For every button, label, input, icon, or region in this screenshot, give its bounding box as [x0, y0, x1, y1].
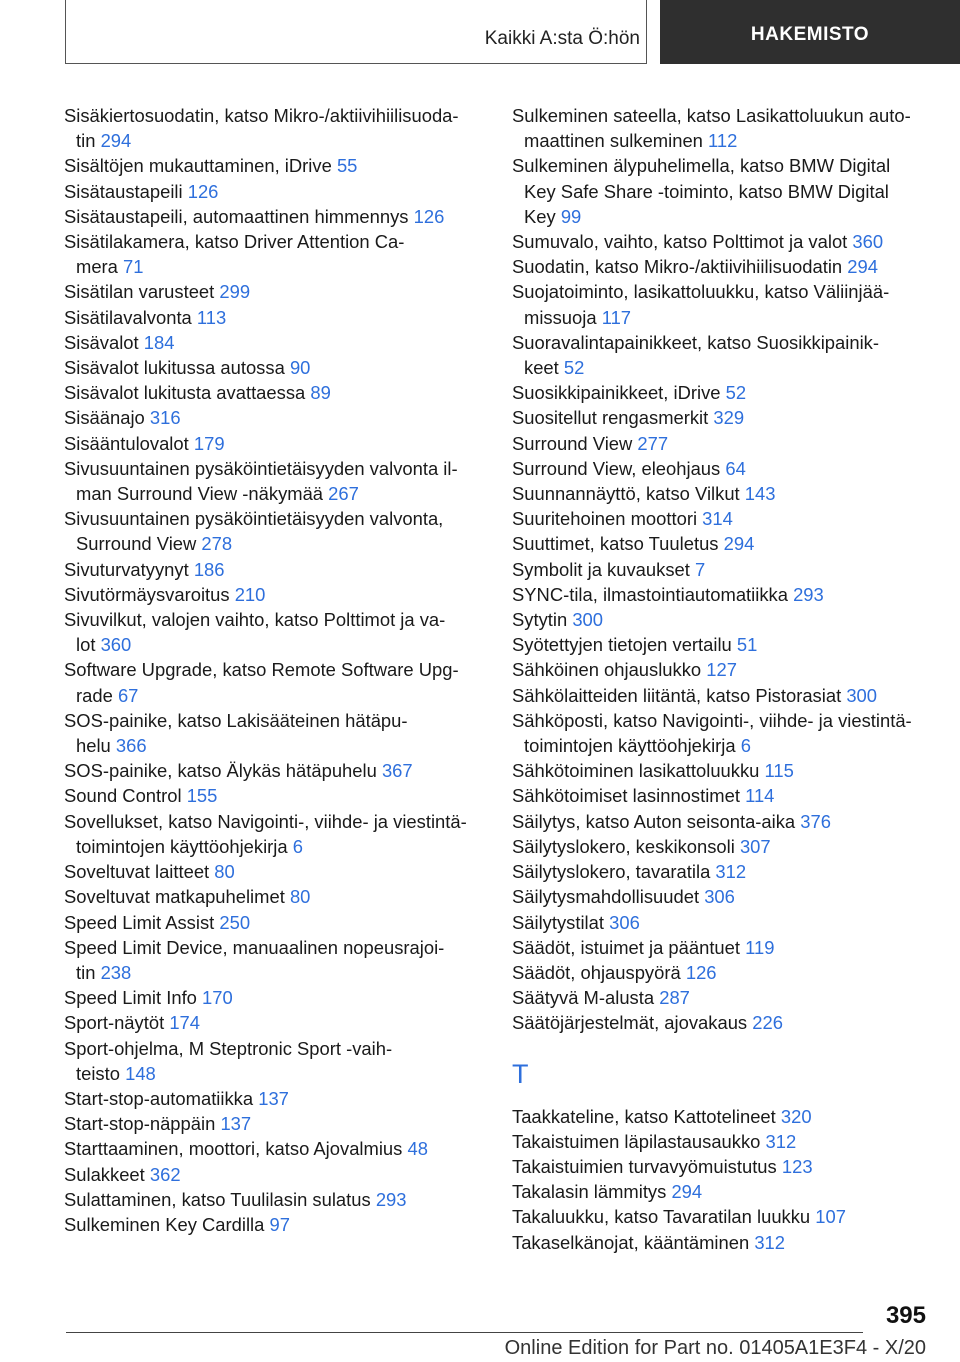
index-entry	[512, 607, 932, 632]
page-link[interactable]: 314	[702, 508, 733, 530]
page-link[interactable]: 113	[196, 306, 227, 328]
index-entry	[512, 834, 932, 859]
page-link[interactable]: 137	[258, 1087, 289, 1109]
index-entry	[512, 1230, 932, 1255]
page-link[interactable]: 362	[149, 1163, 181, 1185]
entry-term: Sisävalot	[64, 331, 139, 353]
page-link[interactable]: 238	[100, 961, 132, 983]
page-link[interactable]: 179	[193, 432, 225, 454]
entry-term: Syötettyjen tietojen vertailu	[512, 634, 732, 656]
entry-term: Sisävalot lukitussa autossa	[64, 357, 285, 379]
entry-term-continued: tin	[76, 130, 96, 152]
page-link[interactable]: 312	[715, 861, 747, 883]
section-letter: T	[512, 1058, 529, 1089]
index-entry	[64, 859, 484, 884]
entry-term-continued: toimintojen käyttöohjekirja	[524, 735, 736, 757]
index-entry	[64, 1086, 484, 1111]
index-entry	[64, 985, 484, 1010]
entry-term: Software Upgrade, katso Remote Software Upg-	[64, 659, 459, 681]
entry-term: Sport-ohjelma, M Steptronic Sport -vaih-	[64, 1037, 393, 1059]
index-column-left	[64, 103, 484, 1237]
index-entry	[64, 582, 484, 607]
index-entry	[512, 531, 932, 556]
entry-term: Sisääntulovalot	[64, 432, 189, 454]
index-column-right	[512, 103, 932, 1255]
entry-term: Speed Limit Info	[64, 987, 197, 1009]
entry-term: Soveltuvat laitteet	[64, 861, 210, 883]
entry-term: Säädöt, istuimet ja pääntuet	[512, 936, 740, 958]
entry-term: Surround View, eleohjaus	[512, 457, 721, 479]
entry-term: Sisätilavalvonta	[64, 306, 192, 328]
entry-term-continued: missuoja	[524, 306, 597, 328]
entry-term: Sähkötoimiset lasinnostimet	[512, 785, 740, 807]
entry-term-continued: Key	[524, 205, 556, 227]
entry-term: Säätyvä M-alusta	[512, 987, 655, 1009]
entry-term-continued: mera	[76, 256, 118, 278]
entry-term: SOS-painike, katso Lakisääteinen hätäpu-	[64, 709, 408, 731]
entry-term: Sulkeminen sateella, katso Lasikattoluukun auto-	[512, 105, 911, 126]
entry-term: Sisältöjen mukauttaminen, iDrive	[64, 155, 332, 177]
entry-term: Suodatin, katso Mikro-/aktiivihiilisuodatin	[512, 256, 843, 278]
index-entry	[512, 935, 932, 960]
page-link[interactable]: 80	[214, 861, 235, 883]
page-link[interactable]: 294	[671, 1181, 703, 1203]
index-entry	[64, 607, 484, 657]
index-entry	[64, 229, 484, 279]
page-link[interactable]: 117	[601, 306, 632, 328]
index-entry	[512, 229, 932, 254]
entry-term: Sisävalot lukitusta avattaessa	[64, 382, 306, 404]
index-entry	[512, 153, 932, 229]
page-link[interactable]: 64	[725, 457, 746, 479]
footer-divider	[66, 1332, 863, 1333]
entry-term: SYNC-tila, ilmastointiautomatiikka	[512, 583, 788, 605]
page-link[interactable]: 294	[723, 533, 755, 555]
page-link[interactable]: 278	[201, 533, 233, 555]
index-entry	[64, 103, 484, 153]
index-entry	[64, 456, 484, 506]
page-link[interactable]: 294	[847, 256, 878, 278]
index-entry	[64, 330, 484, 355]
page-link[interactable]: 293	[375, 1188, 407, 1210]
entry-term: Suunnannäyttö, katso Vilkut	[512, 483, 740, 505]
entry-term: Start-stop-automatiikka	[64, 1087, 254, 1109]
entry-term: Suositellut rengasmerkit	[512, 407, 709, 429]
page-link[interactable]: 126	[413, 205, 445, 227]
page-number: 395	[885, 1302, 926, 1329]
index-entry	[64, 405, 484, 430]
page-link[interactable]: 71	[123, 256, 144, 278]
index-entry	[64, 783, 484, 808]
page-link[interactable]: 300	[572, 609, 604, 631]
page-link[interactable]: 210	[234, 583, 266, 605]
entry-term-continued: helu	[76, 735, 111, 757]
entry-term: Sisätaustapeili	[64, 180, 183, 202]
index-entry	[512, 481, 932, 506]
entry-term: Takaselkänojat, kääntäminen	[512, 1231, 750, 1253]
page-link[interactable]: 127	[706, 659, 737, 681]
page-link[interactable]: 306	[609, 911, 640, 933]
entry-term: Sisätaustapeili, automaattinen himmennys	[64, 205, 409, 227]
page-link[interactable]: 293	[793, 583, 824, 605]
entry-term: Säädöt, ohjauspyörä	[512, 961, 681, 983]
page-link[interactable]: 115	[764, 760, 794, 782]
index-entry	[512, 708, 932, 758]
page-link[interactable]: 320	[780, 1105, 812, 1127]
entry-term: Sulkeminen älypuhelimella, katso BMW Digital	[512, 155, 891, 177]
index-entry	[512, 859, 932, 884]
index-entry	[64, 204, 484, 229]
index-entry	[64, 179, 484, 204]
entry-term-continued: keet	[524, 357, 559, 379]
index-entry	[512, 405, 932, 430]
index-entry	[64, 279, 484, 304]
entry-term: Sovellukset, katso Navigointi-, viihde- ja viestintä-	[64, 810, 467, 832]
index-entry	[512, 657, 932, 682]
page-link[interactable]: 170	[202, 987, 233, 1009]
page-link[interactable]: 287	[659, 987, 690, 1009]
page-link[interactable]: 51	[736, 634, 758, 656]
entry-term: SOS-painike, katso Älykäs hätäpuhelu	[64, 760, 377, 782]
index-entry	[512, 758, 932, 783]
entry-term: Säilytyslokero, keskikonsoli	[512, 835, 735, 857]
entry-term: Surround View	[512, 432, 633, 454]
index-entry	[64, 708, 484, 758]
page-link[interactable]: 299	[219, 281, 251, 303]
entry-term: Starttaaminen, moottori, katso Ajovalmius	[64, 1138, 403, 1160]
index-entry	[512, 1179, 932, 1204]
index-entry	[512, 1104, 932, 1129]
index-entry	[512, 683, 932, 708]
entry-term: Sisäkiertosuodatin, katso Mikro-/aktiivihiilisuoda-	[64, 105, 459, 126]
page-link[interactable]: 360	[852, 231, 884, 253]
entry-term: Suojatoiminto, lasikattoluukku, katso Väliinjää-	[512, 281, 890, 303]
entry-term: Takalasin lämmitys	[512, 1181, 667, 1203]
header-tab-index[interactable]: HAKEMISTO	[660, 0, 960, 64]
entry-term: Speed Limit Device, manuaalinen nopeusrajoi-	[64, 936, 445, 958]
page-link[interactable]: 67	[117, 684, 139, 706]
page-link[interactable]: 119	[745, 936, 775, 958]
page-link[interactable]: 7	[694, 558, 706, 580]
entry-term-continued: teisto	[76, 1062, 120, 1084]
entry-term: Suuttimet, katso Tuuletus	[512, 533, 719, 555]
entry-term: Symbolit ja kuvaukset	[512, 558, 690, 580]
index-entry	[64, 431, 484, 456]
page-link[interactable]: 107	[815, 1206, 846, 1228]
page-link[interactable]: 143	[744, 483, 776, 505]
entry-term: Sivusuuntainen pysäköintietäisyyden valvonta,	[64, 508, 444, 530]
index-entry	[64, 506, 484, 556]
page-link[interactable]: 267	[328, 483, 359, 505]
index-entry	[64, 380, 484, 405]
entry-term: Taakkateline, katso Kattotelineet	[512, 1105, 776, 1127]
index-entry	[512, 506, 932, 531]
index-entry	[512, 103, 932, 153]
page-link[interactable]: 186	[193, 558, 225, 580]
entry-term: Sähkölaitteiden liitäntä, katso Pistorasiat	[512, 684, 842, 706]
entry-term: Säätöjärjestelmät, ajovakaus	[512, 1012, 748, 1034]
entry-term: Sulattaminen, katso Tuulilasin sulatus	[64, 1188, 371, 1210]
index-entry	[64, 1162, 484, 1187]
index-entry	[512, 330, 932, 380]
page-link[interactable]: 312	[754, 1231, 785, 1253]
entry-term: Sport-näytöt	[64, 1012, 165, 1034]
index-entry	[512, 985, 932, 1010]
entry-term: Takaluukku, katso Tavaratilan luukku	[512, 1206, 811, 1228]
entry-term: Sumuvalo, vaihto, katso Polttimot ja valot	[512, 231, 848, 253]
page-link[interactable]: 126	[187, 180, 219, 202]
index-entry	[512, 557, 932, 582]
page-link[interactable]: 307	[739, 835, 771, 857]
index-entry	[64, 1187, 484, 1212]
page-link[interactable]: 300	[846, 684, 877, 706]
entry-term: Sähköposti, katso Navigointi-, viihde- ja viestintä-	[512, 709, 912, 731]
index-entry	[64, 1111, 484, 1136]
page-link[interactable]: 126	[685, 961, 717, 983]
page-link[interactable]: 99	[560, 205, 582, 227]
page-link[interactable]: 184	[143, 331, 175, 353]
page-link[interactable]: 112	[708, 130, 738, 152]
entry-term-continued: maattinen sulkeminen	[524, 130, 703, 152]
index-entry	[64, 305, 484, 330]
index-entry	[64, 1212, 484, 1237]
entry-term-continued: Key Safe Share -toiminto, katso BMW Digital	[524, 180, 889, 202]
index-entry	[512, 809, 932, 834]
index-entry	[64, 1136, 484, 1161]
index-entry	[64, 910, 484, 935]
header-section-title: Kaikki A:sta Ö:hön	[484, 28, 640, 49]
page-link[interactable]: 52	[725, 382, 747, 404]
index-entry	[512, 456, 932, 481]
index-entry	[512, 783, 932, 808]
entry-term-continued: man Surround View -näkymää	[76, 483, 324, 505]
page-link[interactable]: 48	[407, 1138, 428, 1160]
page-link[interactable]: 90	[289, 357, 311, 379]
index-entry	[64, 884, 484, 909]
entry-term: Sisäänajo	[64, 407, 145, 429]
entry-term: Sähkötoiminen lasikattoluukku	[512, 760, 760, 782]
page-link[interactable]: 123	[781, 1155, 813, 1177]
index-entry	[512, 582, 932, 607]
index-entry	[64, 355, 484, 380]
page-link[interactable]: 329	[713, 407, 745, 429]
entry-term: Start-stop-näppäin	[64, 1113, 216, 1135]
index-entry	[64, 153, 484, 178]
entry-term: Soveltuvat matkapuhelimet	[64, 886, 285, 908]
footer-edition: Online Edition for Part no. 01405A1E3F4 - X/20	[504, 1337, 926, 1359]
page-link[interactable]: 114	[745, 785, 775, 807]
index-entry	[512, 632, 932, 657]
entry-term: Säilytysmahdollisuudet	[512, 886, 700, 908]
page-link[interactable]: 6	[292, 835, 303, 857]
entry-term-continued: Surround View	[76, 533, 197, 555]
entry-term: Suoravalintapainikkeet, katso Suosikkipainik-	[512, 331, 879, 353]
entry-term: Säilytyslokero, tavaratila	[512, 861, 711, 883]
page-link[interactable]: 226	[752, 1012, 783, 1034]
page-link[interactable]: 52	[563, 357, 585, 379]
index-entry	[64, 809, 484, 859]
entry-term: Säilytystilat	[512, 911, 604, 933]
page-link[interactable]: 316	[149, 407, 181, 429]
page-link[interactable]: 306	[704, 886, 735, 908]
page-link[interactable]: 376	[800, 810, 831, 832]
page-link[interactable]: 80	[289, 886, 311, 908]
entry-term: Takaistuimen läpilastausaukko	[512, 1130, 761, 1152]
entry-term: Sivusuuntainen pysäköintietäisyyden valvonta il-	[64, 457, 458, 479]
page-link[interactable]: 6	[740, 735, 751, 757]
index-entry	[64, 1036, 484, 1086]
entry-term: Sisätilakamera, katso Driver Attention Ca-	[64, 231, 405, 253]
index-entry	[512, 254, 932, 279]
entry-term-continued: tin	[76, 961, 96, 983]
index-entry	[512, 884, 932, 909]
entry-term-continued: lot	[76, 634, 96, 656]
entry-term: Takaistuimien turvavyömuistutus	[512, 1155, 777, 1177]
page-link[interactable]: 360	[100, 634, 132, 656]
index-entry	[512, 910, 932, 935]
entry-term: Suosikkipainikkeet, iDrive	[512, 382, 721, 404]
entry-term-continued: toimintojen käyttöohjekirja	[76, 835, 288, 857]
page-link[interactable]: 174	[169, 1012, 200, 1034]
entry-term: Sulakkeet	[64, 1163, 145, 1185]
page-link[interactable]: 148	[125, 1062, 156, 1084]
entry-term: Sytytin	[512, 609, 568, 631]
index-entry	[512, 1154, 932, 1179]
page-link[interactable]: 250	[219, 911, 251, 933]
entry-term: Säilytys, katso Auton seisonta-aika	[512, 810, 796, 832]
index-entry	[512, 960, 932, 985]
index-entry	[512, 279, 932, 329]
index-entry	[512, 1129, 932, 1154]
entry-term: Speed Limit Assist	[64, 911, 215, 933]
page-link[interactable]: 312	[765, 1130, 797, 1152]
index-entry	[64, 657, 484, 707]
index-entry	[512, 1204, 932, 1229]
index-entry	[512, 431, 932, 456]
entry-term: Suuritehoinen moottori	[512, 508, 698, 530]
index-entry	[512, 1010, 932, 1035]
entry-term-continued: rade	[76, 684, 113, 706]
entry-term: Sivutörmäysvaroitus	[64, 583, 230, 605]
page-link[interactable]: 89	[310, 382, 331, 404]
entry-term: Sisätilan varusteet	[64, 281, 215, 303]
index-entry	[64, 935, 484, 985]
entry-term: Sulkeminen Key Cardilla	[64, 1213, 265, 1235]
page-link[interactable]: 367	[381, 760, 413, 782]
page-link[interactable]: 137	[220, 1113, 252, 1135]
page-link[interactable]: 294	[100, 130, 132, 152]
page-link[interactable]: 366	[115, 735, 147, 757]
entry-term: Sivuturvatyynyt	[64, 558, 189, 580]
index-entry	[64, 1010, 484, 1035]
entry-term: Sivuvilkut, valojen vaihto, katso Polttimot ja va-	[64, 609, 446, 631]
index-entry	[64, 557, 484, 582]
index-entry	[64, 758, 484, 783]
page-link[interactable]: 155	[186, 785, 218, 807]
page-link[interactable]: 277	[637, 432, 669, 454]
page-link[interactable]: 55	[336, 155, 358, 177]
entry-term: Sähköinen ohjauslukko	[512, 659, 702, 681]
entry-term: Sound Control	[64, 785, 182, 807]
index-entry	[512, 380, 932, 405]
page-link[interactable]: 97	[269, 1213, 290, 1235]
